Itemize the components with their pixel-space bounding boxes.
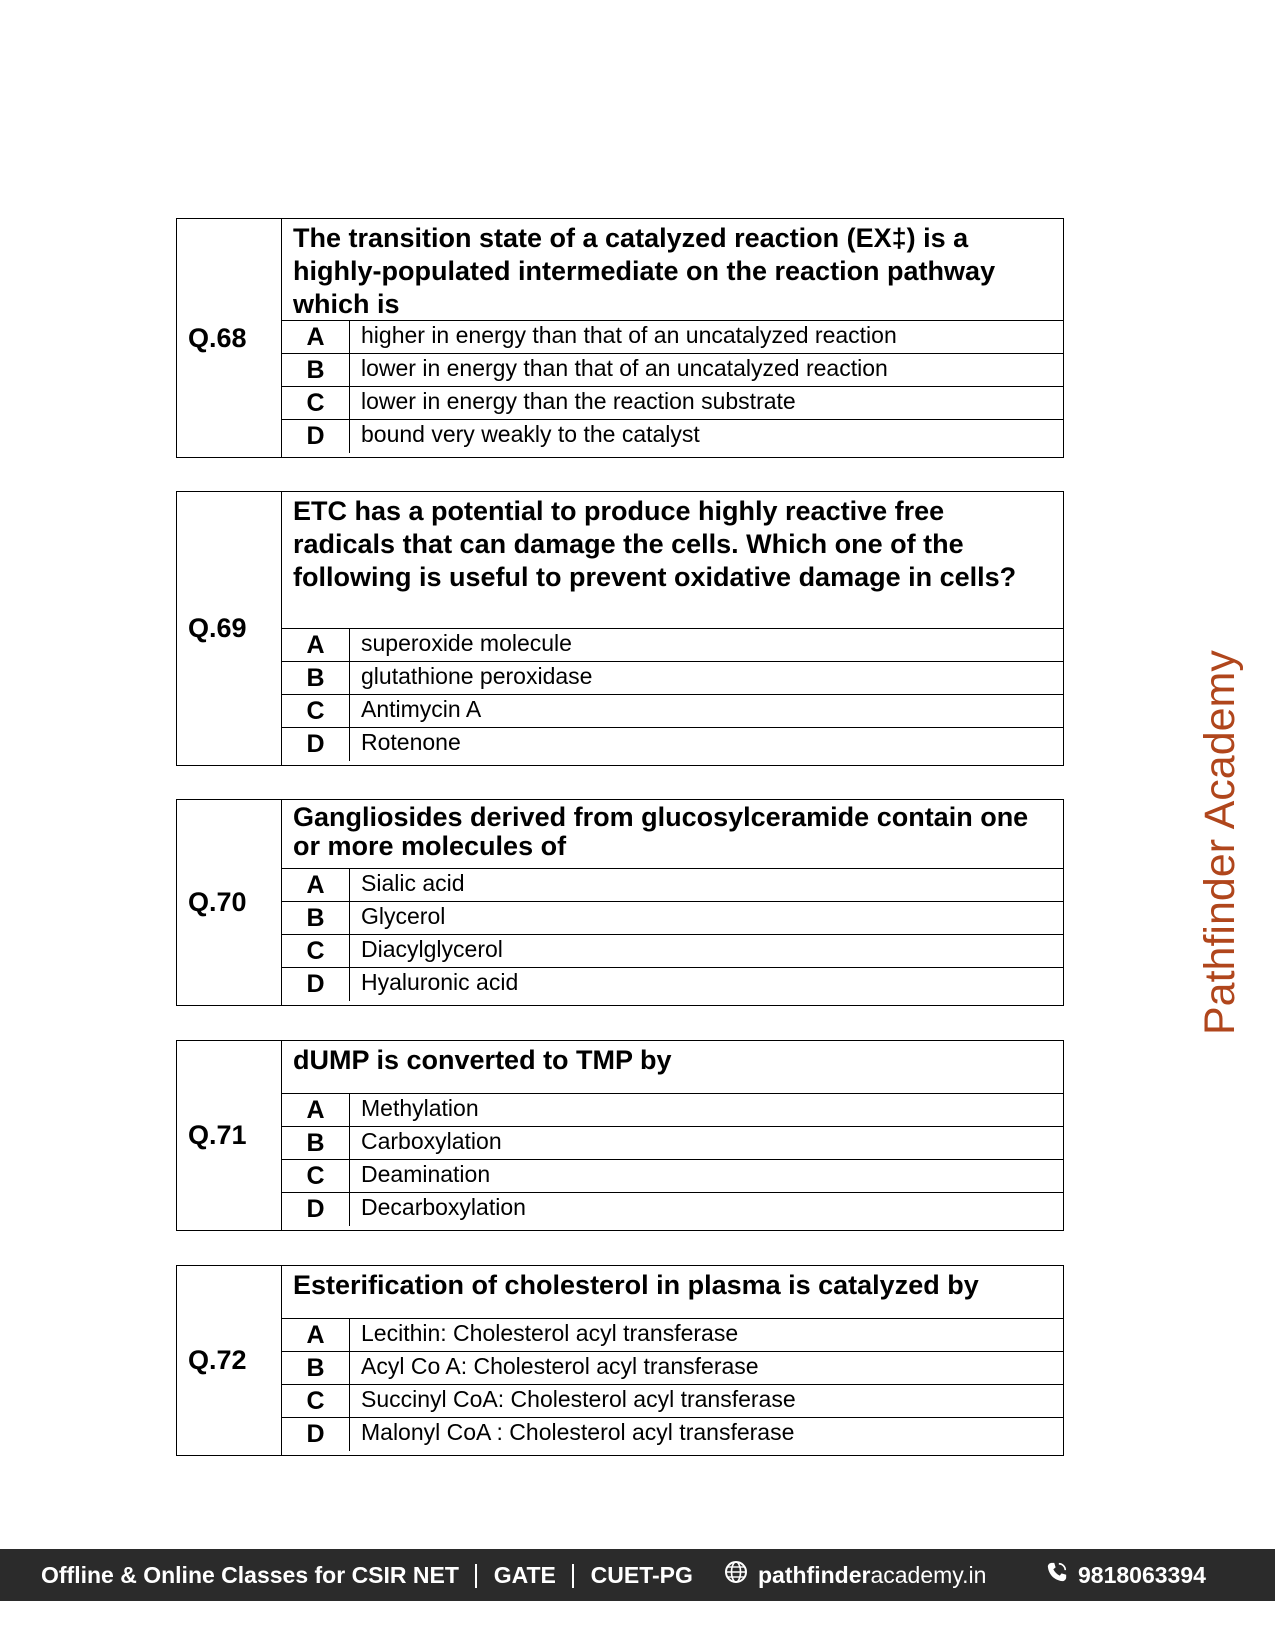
option-label: A: [282, 629, 350, 661]
option-label: A: [282, 321, 350, 353]
option-label: C: [282, 1385, 350, 1417]
option-label: D: [282, 968, 350, 1001]
option-label: B: [282, 902, 350, 934]
option-row-b[interactable]: [282, 662, 1063, 695]
option-label: B: [282, 354, 350, 386]
option-row-b[interactable]: [282, 1127, 1063, 1160]
question-number: Q.72: [177, 1266, 282, 1455]
option-row-c[interactable]: [282, 1160, 1063, 1193]
question-q72: [176, 1265, 1064, 1456]
question-stem: dUMP is converted to TMP by: [282, 1041, 1063, 1094]
option-label: B: [282, 1352, 350, 1384]
footer-website[interactable]: [724, 1560, 986, 1590]
website-rest: academy.in: [870, 1561, 987, 1588]
option-text: lower in energy than the reaction substrate: [361, 388, 796, 414]
exam-cuet: CUET-PG: [590, 1561, 693, 1588]
option-row-d[interactable]: [282, 728, 1063, 761]
option-label: A: [282, 869, 350, 901]
option-text: glutathione peroxidase: [361, 663, 593, 689]
question-number: Q.71: [177, 1041, 282, 1230]
question-q68: [176, 218, 1064, 458]
question-q71: [176, 1040, 1064, 1231]
option-text: Decarboxylation: [361, 1194, 526, 1220]
option-label: A: [282, 1094, 350, 1126]
option-text: Malonyl CoA : Cholesterol acyl transferase: [361, 1419, 795, 1445]
question-q70: [176, 799, 1064, 1006]
question-number: Q.70: [177, 800, 282, 1005]
separator: [475, 1564, 477, 1588]
question-stem: ETC has a potential to produce highly reactive free radicals that can damage the cells. Which one of the following is useful to prevent oxidative damage in cells?: [282, 492, 1063, 629]
option-text: Methylation: [361, 1095, 479, 1121]
footer-classes: [41, 1562, 693, 1589]
option-text: Acyl Co A: Cholesterol acyl transferase: [361, 1353, 759, 1379]
globe-icon: [724, 1560, 748, 1590]
option-text: Carboxylation: [361, 1128, 502, 1154]
option-row-c[interactable]: [282, 387, 1063, 420]
phone-number: 9818063394: [1078, 1561, 1206, 1588]
option-text: Succinyl CoA: Cholesterol acyl transferase: [361, 1386, 796, 1412]
website-bold: pathfinder: [758, 1561, 871, 1588]
option-text: Antimycin A: [361, 696, 482, 722]
option-row-c[interactable]: [282, 695, 1063, 728]
option-row-d[interactable]: [282, 1193, 1063, 1226]
separator: [572, 1564, 574, 1588]
footer-phone[interactable]: [1046, 1561, 1206, 1589]
option-label: C: [282, 695, 350, 727]
option-row-b[interactable]: [282, 1352, 1063, 1385]
option-row-d[interactable]: [282, 420, 1063, 453]
option-row-c[interactable]: [282, 935, 1063, 968]
option-text: Glycerol: [361, 903, 446, 929]
option-row-d[interactable]: [282, 1418, 1063, 1451]
option-text: Lecithin: Cholesterol acyl transferase: [361, 1320, 739, 1346]
exam-gate: GATE: [493, 1561, 556, 1588]
option-label: B: [282, 1127, 350, 1159]
option-text: Deamination: [361, 1161, 491, 1187]
side-watermark: Pathfinder Academy: [1196, 650, 1244, 1035]
option-row-a[interactable]: [282, 321, 1063, 354]
option-label: A: [282, 1319, 350, 1351]
option-label: B: [282, 662, 350, 694]
option-label: D: [282, 1418, 350, 1451]
option-row-b[interactable]: [282, 902, 1063, 935]
option-label: C: [282, 935, 350, 967]
option-text: Sialic acid: [361, 870, 465, 896]
option-label: D: [282, 728, 350, 761]
option-label: D: [282, 420, 350, 453]
phone-icon: [1046, 1561, 1068, 1589]
classes-text: Offline & Online Classes for CSIR NET: [41, 1561, 459, 1588]
option-label: C: [282, 387, 350, 419]
question-number: Q.68: [177, 219, 282, 457]
footer-bar: [0, 1549, 1275, 1601]
option-label: D: [282, 1193, 350, 1226]
option-text: Diacylglycerol: [361, 936, 503, 962]
option-row-d[interactable]: [282, 968, 1063, 1001]
option-row-a[interactable]: [282, 869, 1063, 902]
question-number: Q.69: [177, 492, 282, 765]
option-text: higher in energy than that of an uncatalyzed reaction: [361, 322, 897, 348]
option-text: Rotenone: [361, 729, 461, 755]
option-label: C: [282, 1160, 350, 1192]
question-stem: The transition state of a catalyzed reaction (EX‡) is a highly-populated intermediate on the reaction pathway which is: [282, 219, 1063, 321]
question-stem: Gangliosides derived from glucosylceramide contain one or more molecules of: [282, 800, 1063, 869]
option-row-a[interactable]: [282, 629, 1063, 662]
option-text: lower in energy than that of an uncatalyzed reaction: [361, 355, 888, 381]
option-row-a[interactable]: [282, 1094, 1063, 1127]
question-stem: Esterification of cholesterol in plasma is catalyzed by: [282, 1266, 1063, 1319]
option-text: superoxide molecule: [361, 630, 572, 656]
option-text: Hyaluronic acid: [361, 969, 519, 995]
option-row-b[interactable]: [282, 354, 1063, 387]
option-row-a[interactable]: [282, 1319, 1063, 1352]
question-q69: [176, 491, 1064, 766]
option-text: bound very weakly to the catalyst: [361, 421, 700, 447]
option-row-c[interactable]: [282, 1385, 1063, 1418]
